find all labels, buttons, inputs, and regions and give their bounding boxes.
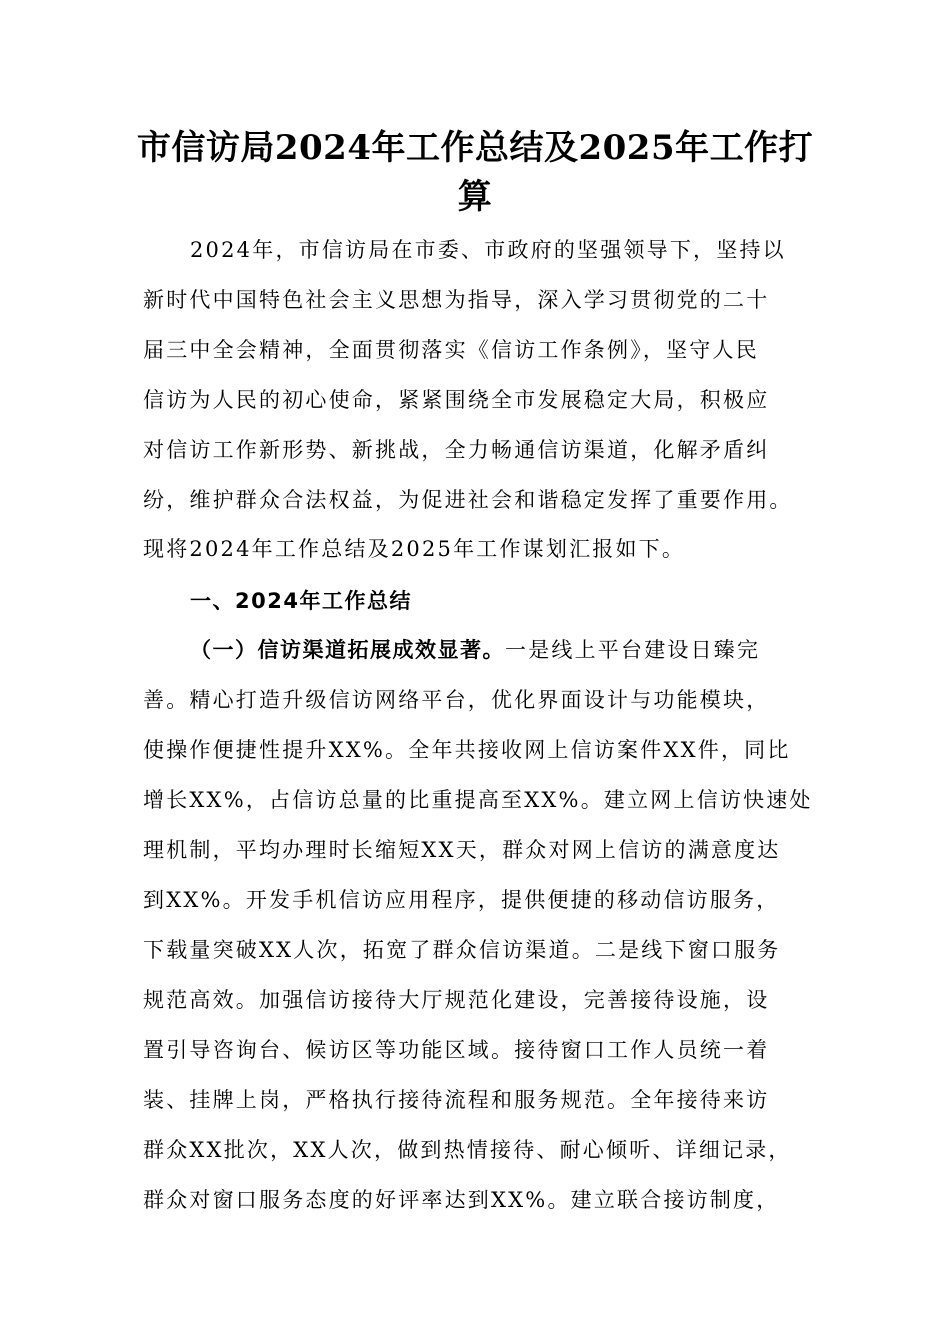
body-line: 到XX%。开发手机信访应用程序，提供便捷的移动信访服务， [143,888,780,912]
intro-line: 届三中全会精神，全面贯彻落实《信访工作条例》，坚守人民 [143,338,759,362]
body-line: 群众对窗口服务态度的好评率达到XX%。建立联合接访制度， [143,1188,780,1212]
subsection-label: （一）信访渠道拓展成效显著。 [190,638,505,662]
subsection-first-line [190,635,823,665]
subsection-text: 一是线上平台建设日臻完 [505,638,761,662]
body-line: 装、挂牌上岗，严格执行接待流程和服务规范。全年接待来访 [143,1088,770,1112]
document-title-line-1: 市信访局2024年工作总结及2025年工作打 [136,128,814,168]
body-line: 使操作便捷性提升XX%。全年共接收网上信访案件XX件，同比 [143,738,791,762]
intro-line: 信访为人民的初心使命，紧紧围绕全市发展稳定大局，积极应 [143,388,770,412]
body-line: 增长XX%，占信访总量的比重提高至XX%。建立网上信访快速处 [143,788,813,812]
body-line: 下载量突破XX人次，拓宽了群众信访渠道。二是线下窗口服务 [143,938,781,962]
body-line: 群众XX批次，XX人次，做到热情接待、耐心倾听、详细记录， [143,1138,792,1162]
section-heading: 一、2024年工作总结 [190,589,412,613]
body-line: 善。精心打造升级信访网络平台，优化界面设计与功能模块， [143,688,770,712]
intro-line: 2024年，市信访局在市委、市政府的坚强领导下，坚持以 [190,238,786,262]
intro-line: 纷，维护群众合法权益，为促进社会和谐稳定发挥了重要作用。 [143,488,793,512]
intro-line: 现将2024年工作总结及2025年工作谋划汇报如下。 [143,537,686,561]
body-line: 规范高效。加强信访接待大厅规范化建设，完善接待设施，设 [143,988,770,1012]
body-line: 理机制，平均办理时长缩短XX天，群众对网上信访的满意度达 [143,838,781,862]
body-line: 置引导咨询台、候访区等功能区域。接待窗口工作人员统一着 [143,1038,770,1062]
intro-line: 新时代中国特色社会主义思想为指导，深入学习贯彻党的二十 [143,288,770,312]
document-title-line-2: 算 [457,177,493,217]
intro-line: 对信访工作新形势、新挑战，全力畅通信访渠道，化解矛盾纠 [143,438,770,462]
